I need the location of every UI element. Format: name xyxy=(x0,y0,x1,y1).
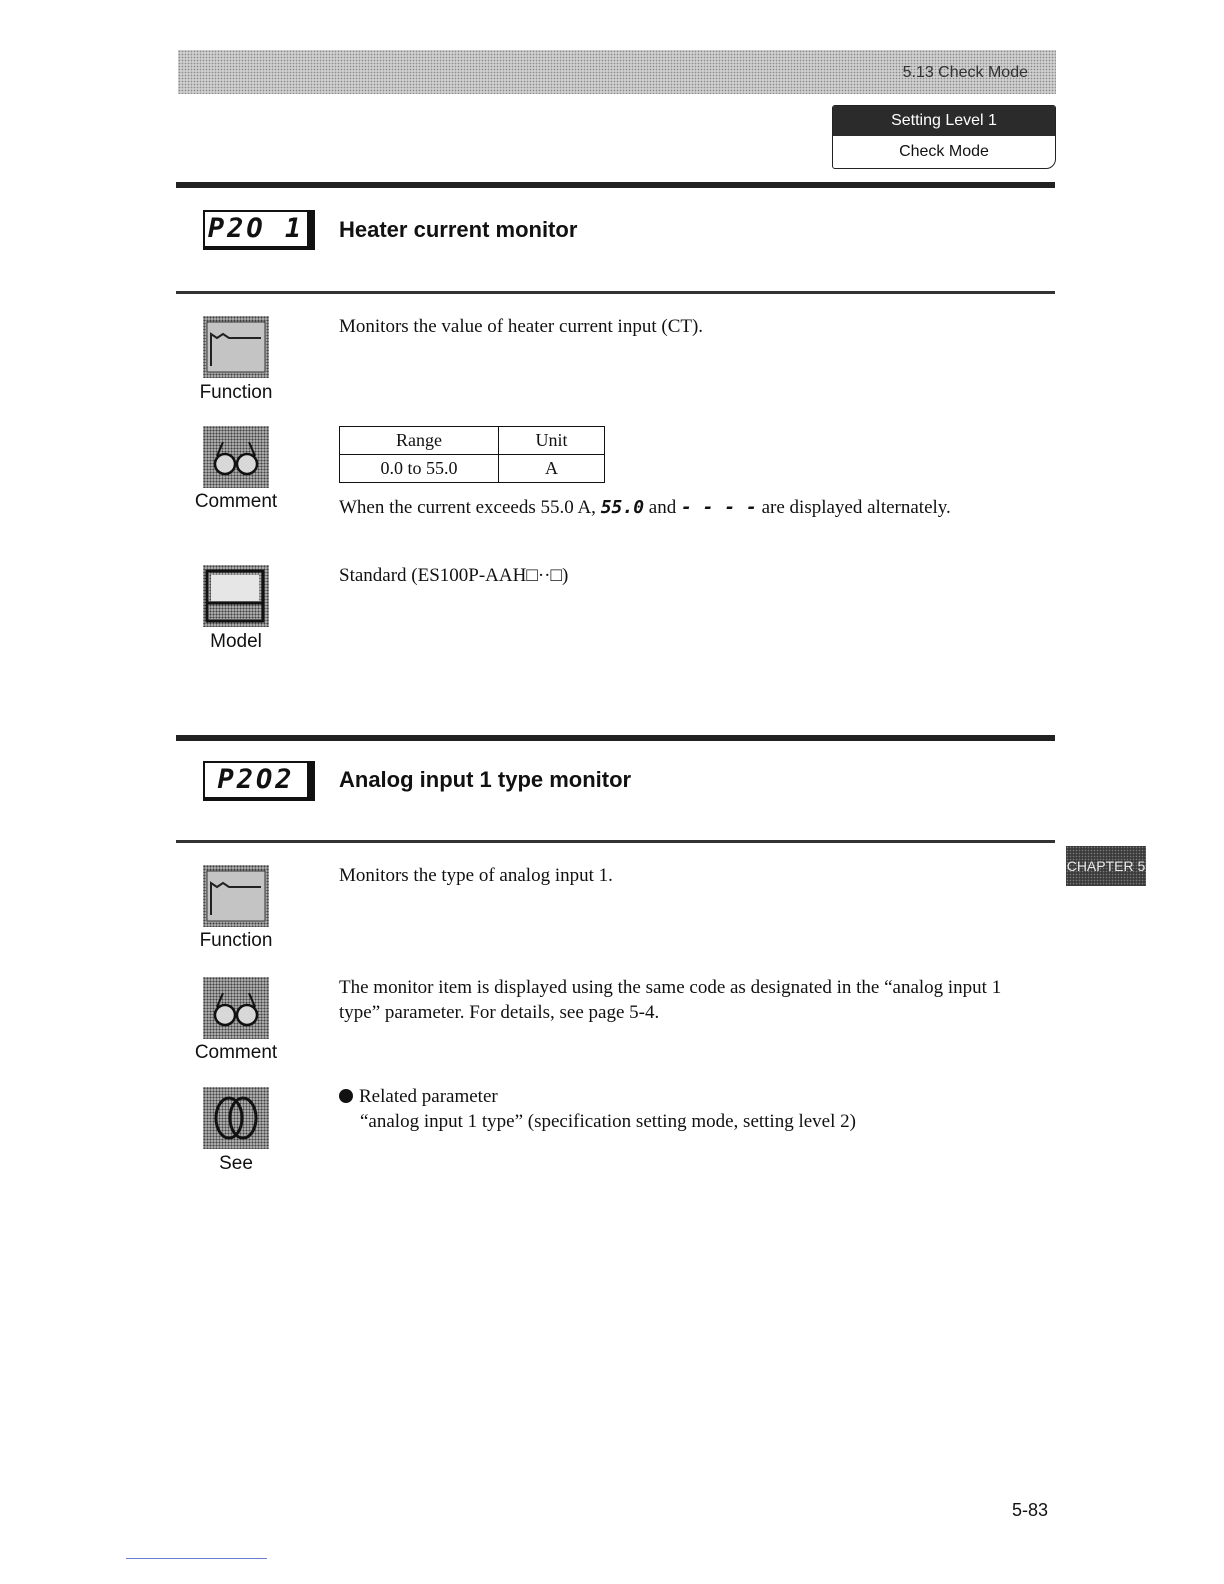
related-parameter-text: “analog input 1 type” (specification setting mode, setting level 2) xyxy=(360,1111,856,1132)
comment-line-2: type” parameter. For details, see page 5-4. xyxy=(339,1002,660,1023)
comment-icon xyxy=(203,977,269,1039)
comment-line-1: The monitor item is displayed using the same code as designated in the “analog input 1 xyxy=(339,977,1002,998)
see-label: See xyxy=(219,1153,253,1174)
table-header-range: Range xyxy=(340,427,499,455)
table-header-row xyxy=(340,427,605,455)
range-table xyxy=(339,426,605,483)
table-cell-unit: A xyxy=(499,455,605,483)
display-code-over: 55.0 xyxy=(600,497,645,518)
table-header-unit: Unit xyxy=(499,427,605,455)
page-number: 5-83 xyxy=(1012,1500,1049,1520)
section-reference: 5.13 Check Mode xyxy=(902,64,1028,81)
section-title: Heater current monitor xyxy=(339,217,578,242)
section-title: Analog input 1 type monitor xyxy=(339,767,632,792)
function-text: Monitors the type of analog input 1. xyxy=(339,865,613,886)
section-divider-top xyxy=(176,182,1055,188)
comment-text-pre: When the current exceeds 55.0 A, xyxy=(339,497,601,518)
bullet-icon xyxy=(339,1089,353,1103)
see-icon xyxy=(203,1087,269,1149)
setting-level-box xyxy=(832,105,1056,169)
model-label: Model xyxy=(210,631,262,652)
function-label: Function xyxy=(199,382,273,403)
related-parameter-label: Related parameter xyxy=(359,1086,498,1107)
comment-text xyxy=(339,975,1001,1025)
table-row xyxy=(340,455,605,483)
model-text: Standard (ES100P-AAH□··□) xyxy=(339,565,569,586)
comment-text-post: are displayed alternately. xyxy=(756,497,951,518)
section-divider-top xyxy=(176,735,1055,741)
comment-text xyxy=(339,495,951,520)
comment-label: Comment xyxy=(194,491,278,512)
setting-level-mode: Check Mode xyxy=(899,143,989,160)
function-icon xyxy=(203,865,269,927)
header-band xyxy=(178,50,1056,94)
section-divider xyxy=(176,840,1055,843)
model-icon xyxy=(203,565,269,627)
section-divider xyxy=(176,291,1055,294)
comment-label: Comment xyxy=(194,1042,278,1063)
function-icon xyxy=(203,316,269,378)
display-code-dashes: - - - - xyxy=(680,497,757,518)
parameter-code-display: P2O 1 xyxy=(203,210,315,250)
chapter-tab: CHAPTER 5 xyxy=(1066,846,1146,886)
setting-level-title: Setting Level 1 xyxy=(833,106,1055,136)
related-parameter-heading xyxy=(339,1084,856,1109)
table-cell-range: 0.0 to 55.0 xyxy=(340,455,499,483)
function-label: Function xyxy=(199,930,273,951)
comment-text-mid: and xyxy=(644,497,681,518)
footer-line xyxy=(126,1558,267,1559)
function-text: Monitors the value of heater current input (CT). xyxy=(339,316,704,337)
see-text xyxy=(339,1084,856,1134)
parameter-code-display: P2O2 xyxy=(203,761,315,801)
comment-icon xyxy=(203,426,269,488)
